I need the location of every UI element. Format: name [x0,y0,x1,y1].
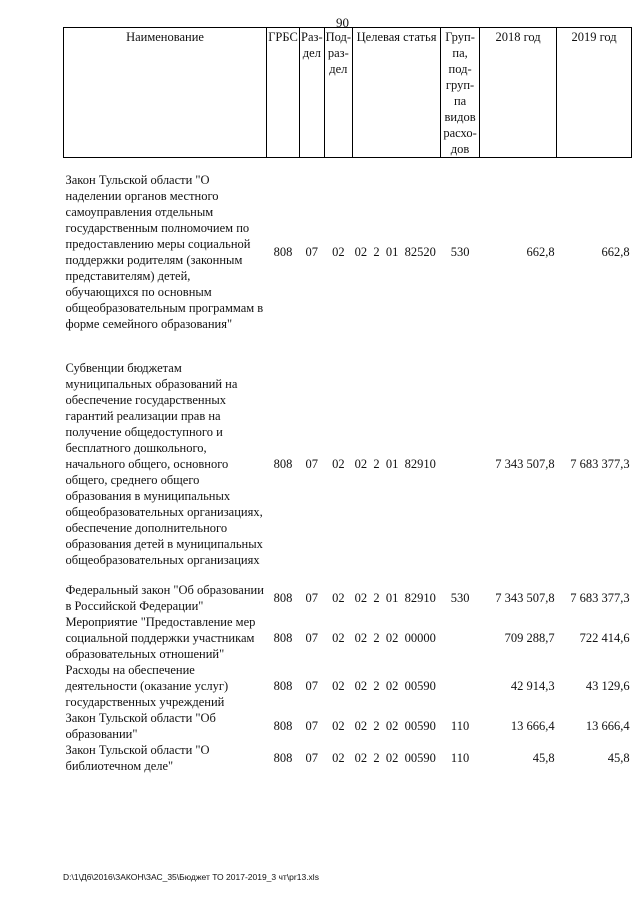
budget-table [63,27,632,774]
row-grbs: 808 [273,719,293,733]
row-grbs: 808 [273,591,293,605]
row-razdel: 07 [305,245,319,259]
row-target: 02 2 02 00590 [354,679,436,693]
row-podrazdel: 02 [332,719,345,733]
row-name: Расходы на обеспечение деятельности (оказание услуг) государственных учреждений [65,663,229,709]
row-group [441,614,480,662]
row-name: Закон Тульской области "О библиотечном деле" [65,743,210,773]
row-name: Мероприятие "Предоставление мер социальной поддержки участникам образовательных отношений" [65,615,256,661]
table-row [64,614,632,662]
row-2019: 662,8 [601,245,630,259]
row-2018: 709 288,7 [504,631,555,645]
row-target: 02 2 01 82910 [354,591,436,605]
table-body [64,158,632,775]
row-2019: 43 129,6 [585,679,630,693]
spacer-cell [64,568,632,582]
row-2019: 7 683 377,3 [570,591,630,605]
spacer-row [64,332,632,360]
header-group: Груп- па, под- груп- па видов расхо- дов [441,28,480,158]
spacer-cell [64,332,632,360]
spacer-cell [64,158,632,173]
row-2018: 42 914,3 [510,679,555,693]
row-target: 02 2 02 00000 [354,631,436,645]
row-2018: 45,8 [532,751,555,765]
header-row [64,28,632,158]
file-path-footer: D:\1\Д6\2016\ЗАКОН\ЗАС_35\Бюджет ТО 2017-2019_3 чт\pr13.xls [63,872,319,882]
header-razdel: Раз- дел [300,28,325,158]
table-row [64,360,632,568]
row-group: 110 [450,719,470,733]
row-razdel: 07 [305,719,319,733]
row-name: Закон Тульской области "Об образовании" [65,711,216,741]
row-2018: 662,8 [526,245,555,259]
row-group: 530 [450,245,470,259]
row-group [441,662,480,710]
row-2019: 45,8 [607,751,630,765]
row-razdel: 07 [305,591,319,605]
row-podrazdel: 02 [332,679,345,693]
row-target: 02 2 01 82910 [354,457,436,471]
row-target: 02 2 01 82520 [354,245,436,259]
header-name: Наименование [64,28,267,158]
row-podrazdel: 02 [332,245,345,259]
row-grbs: 808 [273,751,293,765]
row-group [441,360,480,568]
row-podrazdel: 02 [332,457,345,471]
row-target: 02 2 02 00590 [354,751,436,765]
header-2018: 2018 год [480,28,557,158]
row-target: 02 2 02 00590 [354,719,436,733]
table-row [64,582,632,614]
table-row [64,742,632,774]
row-podrazdel: 02 [332,631,345,645]
row-razdel: 07 [305,751,319,765]
row-name: Федеральный закон "Об образовании в Российской Федерации" [65,583,264,613]
table-row [64,662,632,710]
page-number: 90 [336,15,349,30]
row-2018: 13 666,4 [510,719,555,733]
row-razdel: 07 [305,679,319,693]
row-grbs: 808 [273,679,293,693]
spacer-row [64,158,632,173]
row-2018: 7 343 507,8 [495,591,555,605]
header-grbs: ГРБС [267,28,300,158]
header-target: Целевая статья [353,28,441,158]
table-row [64,710,632,742]
row-group: 530 [450,591,470,605]
row-grbs: 808 [273,457,293,471]
row-podrazdel: 02 [332,591,345,605]
row-razdel: 07 [305,457,319,471]
row-2019: 722 414,6 [579,631,630,645]
row-2019: 7 683 377,3 [570,457,630,471]
row-grbs: 808 [273,245,293,259]
header-podrazdel: Под- раз- дел [324,28,352,158]
row-2019: 13 666,4 [585,719,630,733]
row-2018: 7 343 507,8 [495,457,555,471]
row-name: Субвенции бюджетам муниципальных образований на обеспечение государственных гарантий реализации прав на получение общедоступного и бесплатного дошкольного, начального общего, основного общего, среднего общего образования в муниципальных общеобразовательных организациях, обеспечение дополнительного образования детей в муниципальных общеобразовательных организациях [65,361,263,567]
spacer-row [64,568,632,582]
header-2019: 2019 год [557,28,632,158]
row-podrazdel: 02 [332,751,345,765]
row-name: Закон Тульской области "О наделении органов местного самоуправления отдельным государственным полномочием по предоставлению меры социальной поддержки родителям (законным представителям) детей, обучающихся по основным общеобразовательным программам в форме семейного образования" [65,173,264,331]
row-group: 110 [450,751,470,765]
row-grbs: 808 [273,631,293,645]
row-razdel: 07 [305,631,319,645]
table-row [64,172,632,332]
